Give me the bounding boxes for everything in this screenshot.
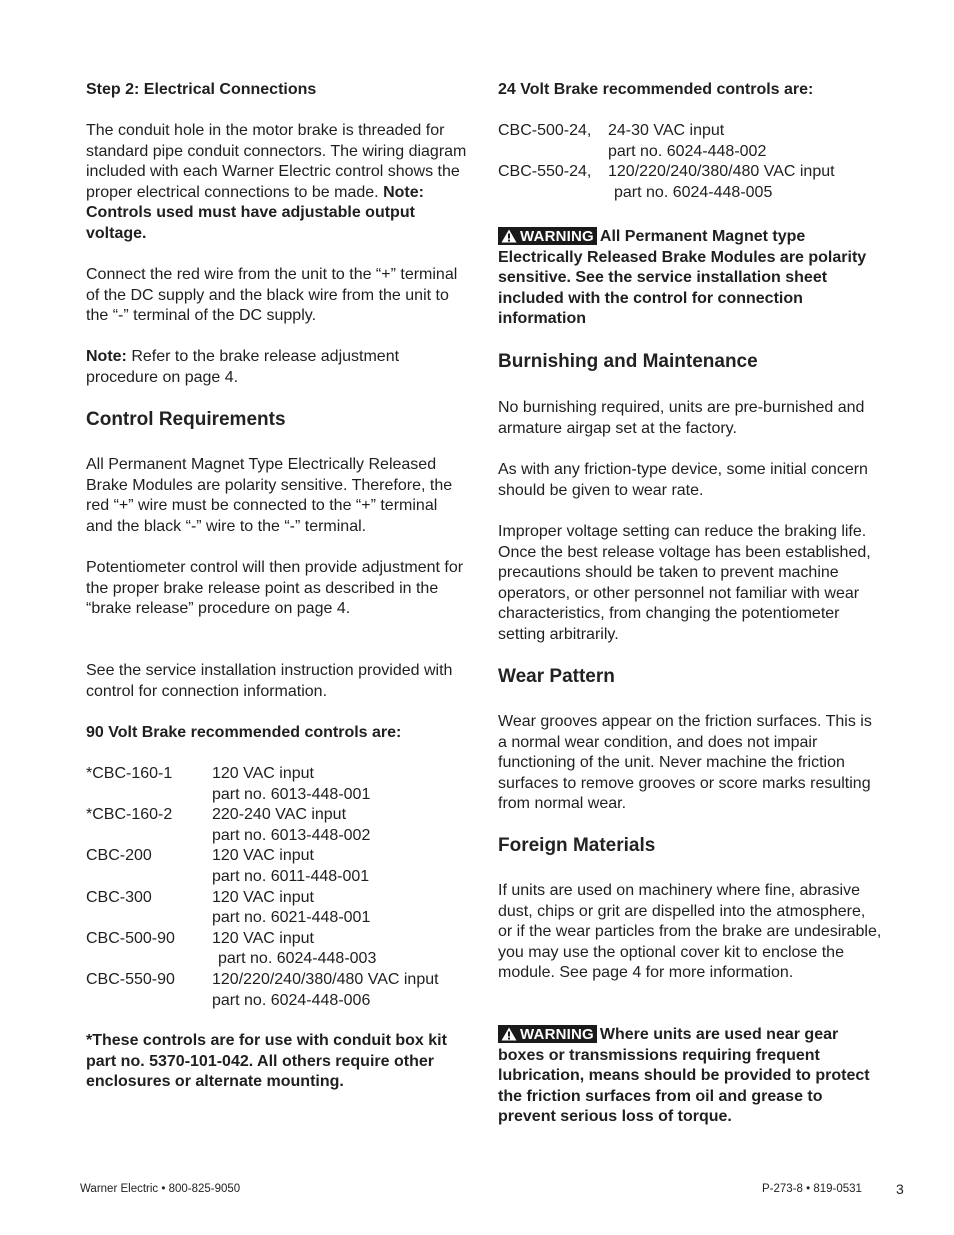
control-requirements-heading: Control Requirements — [86, 409, 286, 430]
warning-text-1: All Permanent Magnet type Electrically Released Brake Modules are polarity sensitive. See the service installation sheet included with the control for connection information — [498, 228, 867, 328]
warning-block-2 — [498, 1025, 883, 1128]
step2-paragraph-1 — [86, 121, 468, 245]
burnishing-paragraph-2: As with any friction-type device, some initial concern should be given to wear rate. — [498, 461, 868, 499]
warning-label: WARNING — [520, 1025, 594, 1043]
control-name: CBC-550-90 — [86, 970, 175, 988]
control-name: CBC-550-24, — [498, 163, 592, 181]
control-input: 120 VAC input — [212, 888, 314, 906]
control-entry — [86, 764, 468, 805]
control-description — [212, 970, 468, 1011]
control-entry — [86, 805, 468, 846]
note-label: Note: — [86, 348, 127, 365]
warning-text-2: Where units are used near gear boxes or transmissions requiring frequent lubrication, means should be provided to protect the friction surfaces from oil and grease to prevent serious loss of torque. — [498, 1026, 870, 1126]
note-paragraph — [86, 347, 468, 388]
control-part: part no. 6013-448-002 — [212, 826, 371, 844]
foreign-materials-heading: Foreign Materials — [498, 835, 656, 856]
control-part: part no. 6024-448-006 — [212, 991, 371, 1009]
step2-paragraph-2: Connect the red wire from the unit to the “+” terminal of the DC supply and the black wire from the unit to the “-” terminal of the DC supply. — [86, 266, 458, 325]
control-entry — [86, 888, 468, 929]
control-entry — [498, 162, 883, 203]
control-part: part no. 6021-448-001 — [212, 909, 371, 927]
control-input: 120/220/240/380/480 VAC input — [608, 163, 835, 181]
control-part: part no. 6013-448-001 — [212, 785, 371, 803]
control-part: part no. 6011-448-001 — [212, 867, 370, 885]
burnishing-heading: Burnishing and Maintenance — [498, 351, 758, 372]
wear-pattern-paragraph: Wear grooves appear on the friction surfaces. This is a normal wear condition, and does not impair functioning of the unit. Never machine the friction surfaces to remove grooves or score marks resulting from normal wear. — [498, 713, 872, 813]
control-part: part no. 6024-448-002 — [608, 142, 767, 160]
control-description — [212, 846, 468, 887]
control-paragraph-2: Potentiometer control will then provide adjustment for the proper brake release point as described in the “brake release” procedure on page 4. — [86, 559, 464, 618]
burnishing-paragraph-1: No burnishing required, units are pre-burnished and armature airgap set at the factory. — [498, 399, 865, 437]
footer-doc-number: P-273-8 • 819-0531 — [762, 1183, 862, 1195]
warning-block-1 — [498, 227, 883, 330]
control-description — [608, 162, 883, 203]
control-description — [212, 805, 468, 846]
v24-controls-list — [498, 121, 883, 203]
control-description — [212, 764, 468, 805]
control-input: 120/220/240/380/480 VAC input — [212, 970, 439, 988]
control-input: 120 VAC input — [212, 929, 314, 947]
wear-pattern-heading: Wear Pattern — [498, 666, 615, 687]
warning-triangle-icon — [501, 229, 517, 243]
control-description — [212, 888, 468, 929]
control-input: 24-30 VAC input — [608, 122, 725, 139]
step2-paragraph-1-text: The conduit hole in the motor brake is threaded for standard pipe conduit connectors. The wiring diagram included with each Warner Electric control shows the proper electrical connections to be made. — [86, 122, 467, 201]
footer-company: Warner Electric • 800-825-9050 — [80, 1183, 241, 1195]
control-name: CBC-200 — [86, 847, 152, 865]
note-text: Refer to the brake release adjustment procedure on page 4. — [86, 348, 400, 386]
control-paragraph-1: All Permanent Magnet Type Electrically Released Brake Modules are polarity sensitive. Therefore, the red “+” wire must be connected to the “+” terminal and the black “-” wire to the “-” terminal. — [86, 456, 453, 535]
control-part: part no. 6024-448-005 — [614, 183, 773, 201]
control-paragraph-3: See the service installation instruction provided with control for connection information. — [86, 662, 453, 700]
burnishing-paragraph-3: Improper voltage setting can reduce the braking life. Once the best release voltage has been established, precautions should be taken to prevent machine operators, or other personnel not familiar with wear characteristics, from changing the potentiometer setting arbitrarily. — [498, 523, 871, 643]
control-name: *CBC-160-2 — [86, 806, 173, 824]
warning-badge — [498, 1025, 597, 1043]
footnote: *These controls are for use with conduit box kit part no. 5370-101-042. All others require other enclosures or alternate mounting. — [86, 1032, 447, 1091]
warning-label: WARNING — [520, 227, 594, 245]
control-input: 120 VAC input — [212, 847, 314, 865]
control-name: CBC-300 — [86, 888, 152, 906]
control-entry — [498, 121, 883, 162]
foreign-materials-paragraph: If units are used on machinery where fine, abrasive dust, chips or grit are dispelled into the atmosphere, or if the wear particles from the brake are undesirable, you may use the optional cover kit to enclose the module. See page 4 for more information. — [498, 882, 882, 982]
control-part: part no. 6024-448-003 — [218, 950, 377, 968]
control-name: CBC-500-90 — [86, 929, 175, 947]
step2-paragraph-1-note: Note: Controls used must have adjustable output voltage. — [86, 183, 424, 242]
v90-controls-list — [86, 764, 468, 1011]
control-entry — [86, 970, 468, 1011]
control-description — [608, 121, 883, 162]
control-description — [212, 929, 468, 970]
warning-badge — [498, 227, 597, 245]
warning-triangle-icon — [501, 1027, 517, 1041]
page-number: 3 — [896, 1181, 904, 1197]
control-entry — [86, 929, 468, 970]
step2-heading: Step 2: Electrical Connections — [86, 81, 317, 98]
v90-heading: 90 Volt Brake recommended controls are: — [86, 724, 402, 741]
control-input: 220-240 VAC input — [212, 806, 347, 824]
control-name: *CBC-160-1 — [86, 765, 173, 782]
control-entry — [86, 846, 468, 887]
control-name: CBC-500-24, — [498, 122, 592, 139]
control-input: 120 VAC input — [212, 765, 314, 782]
v24-heading: 24 Volt Brake recommended controls are: — [498, 81, 814, 98]
